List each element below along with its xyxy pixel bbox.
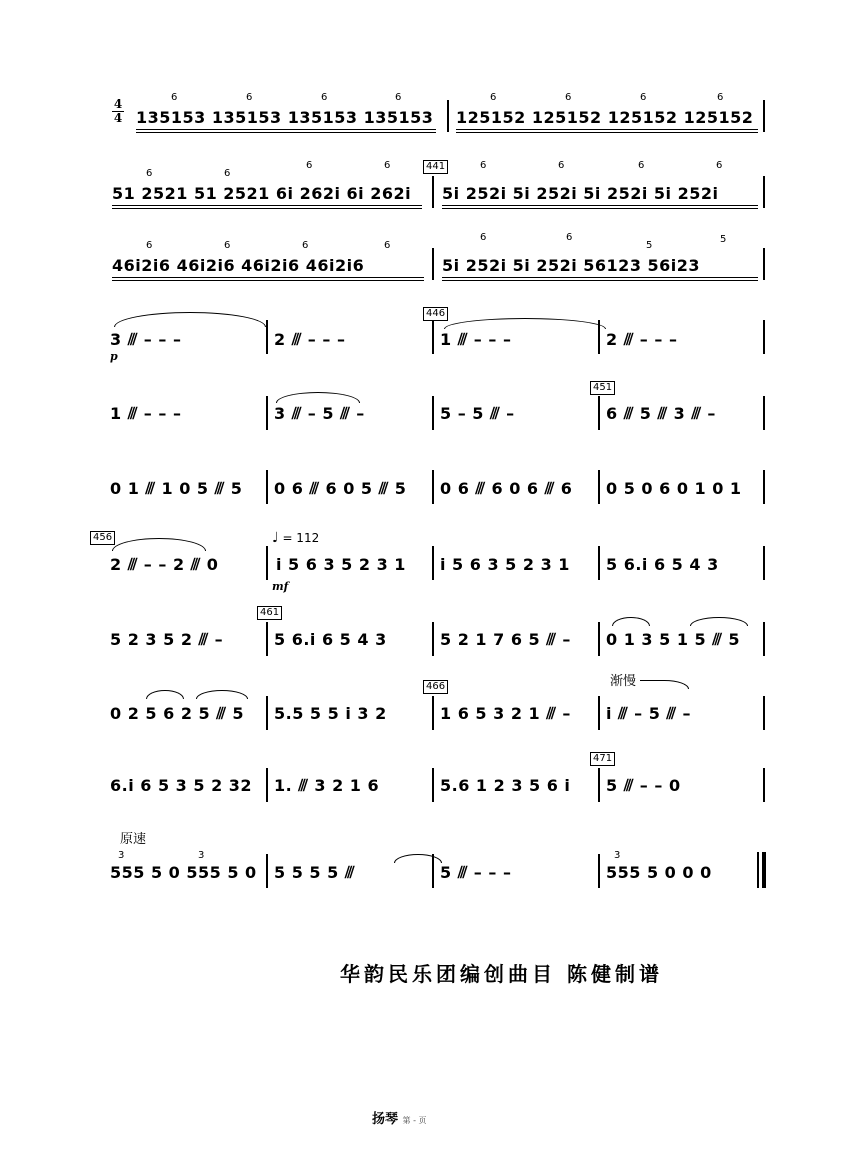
measure-number-471: 471 <box>590 752 615 766</box>
measure-number-461: 461 <box>257 606 282 620</box>
ritardando-marking: 渐慢 <box>610 674 637 689</box>
page-number: 第 - 页 <box>402 1116 427 1125</box>
time-signature: 4 4 <box>113 97 123 125</box>
page-footer <box>372 1108 427 1127</box>
measure-2: 125152 125152 125152 125152 <box>456 108 754 127</box>
measure-number-441: 441 <box>423 160 448 174</box>
instrument-title: 扬琴 <box>372 1112 399 1127</box>
measure-number-466: 466 <box>423 680 448 694</box>
dynamic-p: p <box>110 350 118 363</box>
score-page: 4 4 135153 135153 135153 135153 125152 125152 125152 125152 6 6 6 6 6 6 6 6 51 2521 51 2521 6i 262i 6i 262i 441 5i 252i 5i 252i 5i 252i 5i 252i 6 6 6 6 6 6 6 6 46i2i6 46i2i6 46i2i6 46i2i6 5i 252i 5i 252i 56123 56i23 6 6 6 6 6 6 5 5 3 ⫻ – – – 2 ⫻ – – – 446 1 ⫻ – – – 2 ⫻ – – – p 1 ⫻ – – – 3 ⫻ – 5 ⫻ – 5 – 5 ⫻ – 451 6 ⫻ 5 ⫻ 3 ⫻ – 0 1 ⫻ 1 0 5 ⫻ 5 0 6 ⫻ 6 0 5 ⫻ 5 0 6 ⫻ 6 0 6 ⫻ 6 0 5 0 6 0 1 0 1 456 2 ⫻ – – 2 ⫻ 0 ♩ = 112 i 5 6 3 5 2 3 1 mf i 5 6 3 5 2 3 1 5 6.i 6 5 4 3 5 2 3 5 2 ⫻ – 461 5 6.i 6 5 4 3 5 2 1 7 6 5 ⫻ – 0 1 3 5 1 5 ⫻ 5 0 2 5 6 2 5 ⫻ 5 5.5 5 5 i 3 2 466 1 6 5 3 2 1 ⫻ – 渐慢 i ⫻ – 5 ⫻ – 6.i 6 5 3 5 2 32 1. ⫻ 3 2 1 6 5.6 1 2 3 5 6 i 471 5 ⫻ – – 0 原速 3 3 3 555 5 0 555 5 0 5 5 5 5 ⫻ 5 ⫻ – – – 555 5 0 0 0 华韵民乐团编创曲目 陈健制谱 扬琴 第 - 页 <box>0 0 862 1156</box>
measure-1: 135153 135153 135153 135153 <box>136 108 434 127</box>
measure-number-446: 446 <box>423 307 448 321</box>
a-tempo-marking: 原速 <box>120 832 147 847</box>
arranger-credit: 华韵民乐团编创曲目 陈健制谱 <box>340 962 663 986</box>
tempo-marking: ♩ = 112 <box>272 530 320 546</box>
dynamic-mf: mf <box>272 580 289 593</box>
measure-number-456: 456 <box>90 531 115 545</box>
measure-number-451: 451 <box>590 381 615 395</box>
